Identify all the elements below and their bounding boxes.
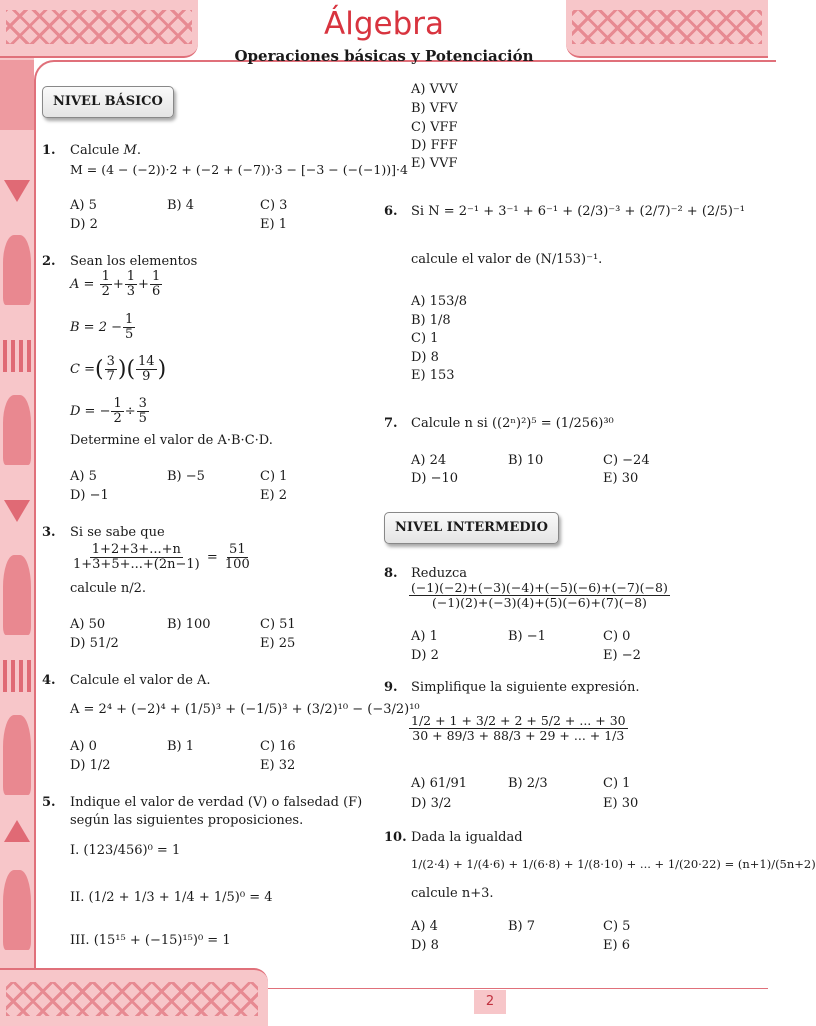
problem-6-option-c: C) 1 bbox=[411, 331, 439, 346]
problem-3-option-e: E) 25 bbox=[260, 636, 296, 651]
problem-9-option-c: C) 1 bbox=[603, 776, 631, 791]
problem-6-question: calcule el valor de (N/153)⁻¹. bbox=[411, 252, 603, 267]
problem-5-option-d: D) FFF bbox=[411, 138, 458, 153]
problem-10-option-c: C) 5 bbox=[603, 919, 631, 934]
problem-2-question: Determine el valor de A·B·C·D. bbox=[70, 433, 273, 448]
problem-3-option-c: C) 51 bbox=[260, 617, 296, 632]
problem-6-option-b: B) 1/8 bbox=[411, 313, 451, 328]
problem-2-element-b: B = 2 − $\frac{1}{5}$ bbox=[70, 312, 134, 342]
problem-5-stem-line-1: Indique el valor de verdad (V) o falsedad (F) bbox=[70, 795, 363, 810]
problem-3-stem: Si se sabe que bbox=[70, 525, 165, 540]
page-subtitle: Operaciones básicas y Potenciación bbox=[234, 47, 534, 65]
problem-10-option-e: E) 6 bbox=[603, 938, 630, 953]
problem-2-element-c: C =( $\frac{3}{7}$ )( $\frac{14}{9}$ ) bbox=[70, 354, 167, 384]
decorative-border-bottom bbox=[0, 968, 268, 1026]
problem-7-option-a: A) 24 bbox=[411, 453, 447, 468]
page-number: 2 bbox=[474, 990, 506, 1014]
problem-4-option-c: C) 16 bbox=[260, 739, 296, 754]
problem-7-option-d: D) −10 bbox=[411, 471, 459, 486]
problem-7-number: 7. bbox=[384, 416, 398, 431]
problem-2-number: 2. bbox=[42, 254, 56, 269]
problem-6-option-d: D) 8 bbox=[411, 350, 439, 365]
problem-2-option-e: E) 2 bbox=[260, 488, 287, 503]
problem-2-option-d: D) −1 bbox=[70, 488, 109, 503]
problem-1-option-c: C) 3 bbox=[260, 198, 288, 213]
problem-6-stem: Si N = 2⁻¹ + 3⁻¹ + 6⁻¹ + (2/3)⁻³ + (2/7)⁻² + (2/5)⁻¹ bbox=[411, 204, 745, 219]
problem-8-stem: Reduzca bbox=[411, 566, 468, 581]
problem-8-option-e: E) −2 bbox=[603, 648, 641, 663]
problem-4-option-e: E) 32 bbox=[260, 758, 296, 773]
problem-1-expression: M = (4 − (−2))·2 + (−2 + (−7))·3 − [−3 − (−(−1))]·4 bbox=[70, 162, 408, 177]
problem-5-option-a: A) VVV bbox=[411, 82, 458, 97]
problem-6-option-a: A) 153/8 bbox=[411, 294, 468, 309]
problem-9-stem: Simplifique la siguiente expresión. bbox=[411, 680, 640, 695]
problem-4-expression: A = 2⁴ + (−2)⁴ + (1/5)³ + (−1/5)³ + (3/2)¹⁰ − (−3/2)¹⁰ bbox=[70, 702, 420, 717]
problem-3-option-d: D) 51/2 bbox=[70, 636, 119, 651]
problem-6-number: 6. bbox=[384, 204, 398, 219]
problem-7-stem: Calcule n si ((2ⁿ)²)⁵ = (1/256)³⁰ bbox=[411, 416, 614, 431]
problem-8-option-a: A) 1 bbox=[411, 629, 438, 644]
problem-1-number: 1. bbox=[42, 143, 56, 158]
problem-7-option-c: C) −24 bbox=[603, 453, 650, 468]
problem-3-option-b: B) 100 bbox=[167, 617, 211, 632]
problem-10-question: calcule n+3. bbox=[411, 886, 494, 901]
problem-3-question: calcule n/2. bbox=[70, 581, 146, 596]
problem-9-option-d: D) 3/2 bbox=[411, 796, 452, 811]
problem-5-option-b: B) VFV bbox=[411, 101, 458, 116]
problem-1-option-b: B) 4 bbox=[167, 198, 195, 213]
level-basic-badge: NIVEL BÁSICO bbox=[42, 86, 174, 118]
problem-6-option-e: E) 153 bbox=[411, 368, 455, 383]
problem-3-option-a: A) 50 bbox=[70, 617, 106, 632]
problem-5-option-e: E) VVF bbox=[411, 156, 458, 171]
problem-7-option-e: E) 30 bbox=[603, 471, 639, 486]
problem-2-option-c: C) 1 bbox=[260, 469, 288, 484]
problem-3-expression: $\frac{1+2+3+...+n}{1+3+5+...+(2n-1)}$ = $\frac{51}{100}$ bbox=[73, 542, 250, 572]
problem-4-option-b: B) 1 bbox=[167, 739, 195, 754]
problem-9-option-a: A) 61/91 bbox=[411, 776, 468, 791]
problem-5-option-c: C) VFF bbox=[411, 120, 458, 135]
problem-9-option-b: B) 2/3 bbox=[508, 776, 548, 791]
problem-5-proposition-iii: III. (15¹⁵ + (−15)¹⁵)⁰ = 1 bbox=[70, 933, 231, 948]
problem-7-option-b: B) 10 bbox=[508, 453, 544, 468]
problem-10-option-d: D) 8 bbox=[411, 938, 439, 953]
problem-2-element-a: A = $\frac{1}{2}$ + $\frac{1}{3}$ + $\frac{1}{6}$ bbox=[70, 269, 161, 299]
problem-3-number: 3. bbox=[42, 525, 56, 540]
problem-8-option-d: D) 2 bbox=[411, 648, 439, 663]
problem-8-option-b: B) −1 bbox=[508, 629, 546, 644]
problem-10-option-a: A) 4 bbox=[411, 919, 438, 934]
problem-2-stem: Sean los elementos bbox=[70, 254, 198, 269]
problem-5-proposition-i: I. (123/456)⁰ = 1 bbox=[70, 843, 181, 858]
problem-10-stem: Dada la igualdad bbox=[411, 830, 523, 845]
problem-4-number: 4. bbox=[42, 673, 56, 688]
problem-9-option-e: E) 30 bbox=[603, 796, 639, 811]
footer-line bbox=[268, 988, 768, 989]
problem-2-element-d: D = − $\frac{1}{2}$ ÷ $\frac{3}{5}$ bbox=[70, 396, 147, 426]
problem-4-option-d: D) 1/2 bbox=[70, 758, 111, 773]
problem-4-stem: Calcule el valor de A. bbox=[70, 673, 211, 688]
problem-1-stem: Calcule M. bbox=[70, 143, 141, 158]
problem-10-option-b: B) 7 bbox=[508, 919, 536, 934]
decorative-border-left bbox=[0, 0, 34, 1024]
problem-1-option-a: A) 5 bbox=[70, 198, 97, 213]
problem-10-number: 10. bbox=[384, 830, 407, 845]
problem-5-stem-line-2: según las siguientes proposiciones. bbox=[70, 813, 304, 828]
problem-4-option-a: A) 0 bbox=[70, 739, 97, 754]
level-intermediate-badge: NIVEL INTERMEDIO bbox=[384, 512, 559, 544]
problem-8-expression: $\frac{(-1)(-2)+(-3)(-4)+(-5)(-6)+(-7)(-8)}{(-1)(2)+(-3)(4)+(5)(-6)+(7)(-8)}$ bbox=[411, 580, 668, 610]
problem-8-number: 8. bbox=[384, 566, 398, 581]
problem-2-option-b: B) −5 bbox=[167, 469, 205, 484]
problem-5-proposition-ii: II. (1/2 + 1/3 + 1/4 + 1/5)⁰ = 4 bbox=[70, 890, 273, 905]
problem-9-number: 9. bbox=[384, 680, 398, 695]
problem-9-expression: $\frac{1/2 + 1 + 3/2 + 2 + 5/2 + ... + 30}{30 + 89/3 + 88/3 + 29 + ... + 1/3}$ bbox=[411, 713, 626, 743]
problem-1-option-d: D) 2 bbox=[70, 217, 98, 232]
problem-2-option-a: A) 5 bbox=[70, 469, 97, 484]
problem-8-option-c: C) 0 bbox=[603, 629, 631, 644]
problem-1-option-e: E) 1 bbox=[260, 217, 287, 232]
problem-10-expression: 1/(2·4) + 1/(4·6) + 1/(6·8) + 1/(8·10) + ... + 1/(20·22) = (n+1)/(5n+2) bbox=[411, 857, 816, 871]
problem-5-number: 5. bbox=[42, 795, 56, 810]
page-title: Álgebra bbox=[324, 6, 444, 42]
